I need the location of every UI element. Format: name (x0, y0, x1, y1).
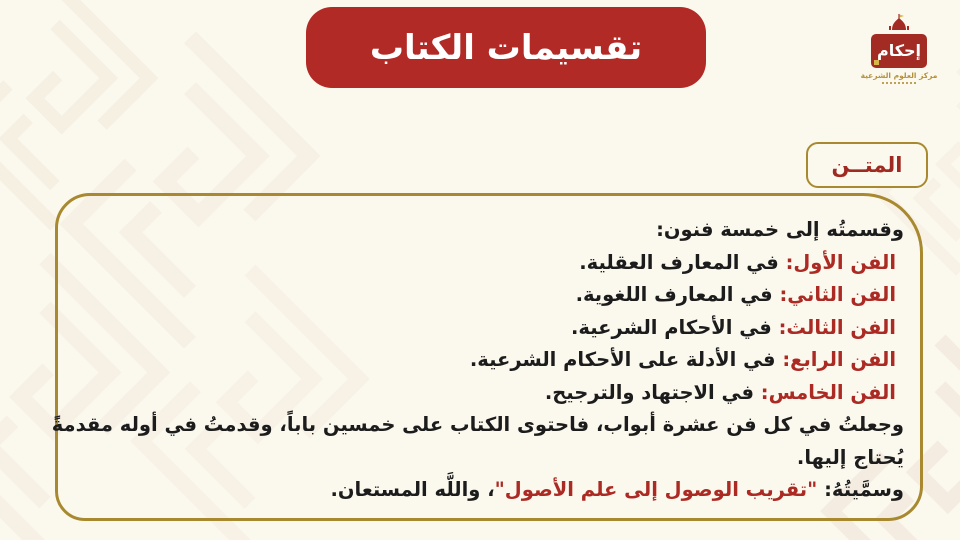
text-line (70, 344, 904, 377)
highlighted-term: الفن الخامس: (760, 380, 896, 404)
logo-accent-dot (874, 60, 879, 65)
matn-label-box (806, 142, 928, 188)
highlighted-term: "تقريب الوصول إلى علم الأصول" (494, 478, 818, 501)
text-line (70, 377, 904, 410)
body-text: وقسمتُه إلى خمسة فنون: (656, 218, 904, 241)
ahkam-logo (856, 14, 942, 84)
text-line (70, 312, 904, 345)
body-text: في المعارف اللغوية. (575, 283, 780, 306)
text-line (70, 442, 904, 475)
body-text: وسمَّيتُهُ: (817, 478, 904, 501)
body-text: في الأحكام الشرعية. (570, 315, 779, 339)
body-text: في الاجتهاد والترجيح. (544, 380, 761, 404)
mosque-dome-icon (885, 14, 913, 36)
matn-text (51, 214, 904, 507)
highlighted-term: الفن الثاني: (779, 283, 896, 306)
logo-tagline: مركز العلوم الشرعية (860, 71, 938, 80)
logo-name: إحكام (876, 41, 922, 60)
title-banner (306, 7, 706, 88)
text-line (70, 279, 904, 312)
text-line (70, 214, 904, 247)
text-line (51, 409, 904, 442)
logo-subline-decoration (882, 82, 916, 84)
body-text: في المعارف العقلية. (579, 250, 786, 274)
highlighted-term: الفن الثالث: (778, 315, 896, 339)
highlighted-term: الفن الرابع: (782, 348, 896, 371)
body-text: وجعلتُ في كل فن عشرة أبواب، فاحتوى الكتاب على خمسين باباً، وقدمتُ في أوله مقدمةً (51, 413, 904, 436)
text-line (70, 247, 904, 280)
text-line (70, 474, 904, 507)
logo-wordmark (871, 34, 927, 68)
matn-label-text: المتــن (831, 153, 903, 177)
matn-content-box (51, 193, 923, 521)
highlighted-term: الفن الأول: (785, 250, 896, 274)
body-text: ، واللَّه المستعان. (330, 478, 495, 501)
body-text: في الأدلة على الأحكام الشرعية. (469, 348, 783, 371)
page-title: تقسيمات الكتاب (369, 27, 643, 68)
body-text: يُحتاج إليها. (796, 445, 904, 469)
